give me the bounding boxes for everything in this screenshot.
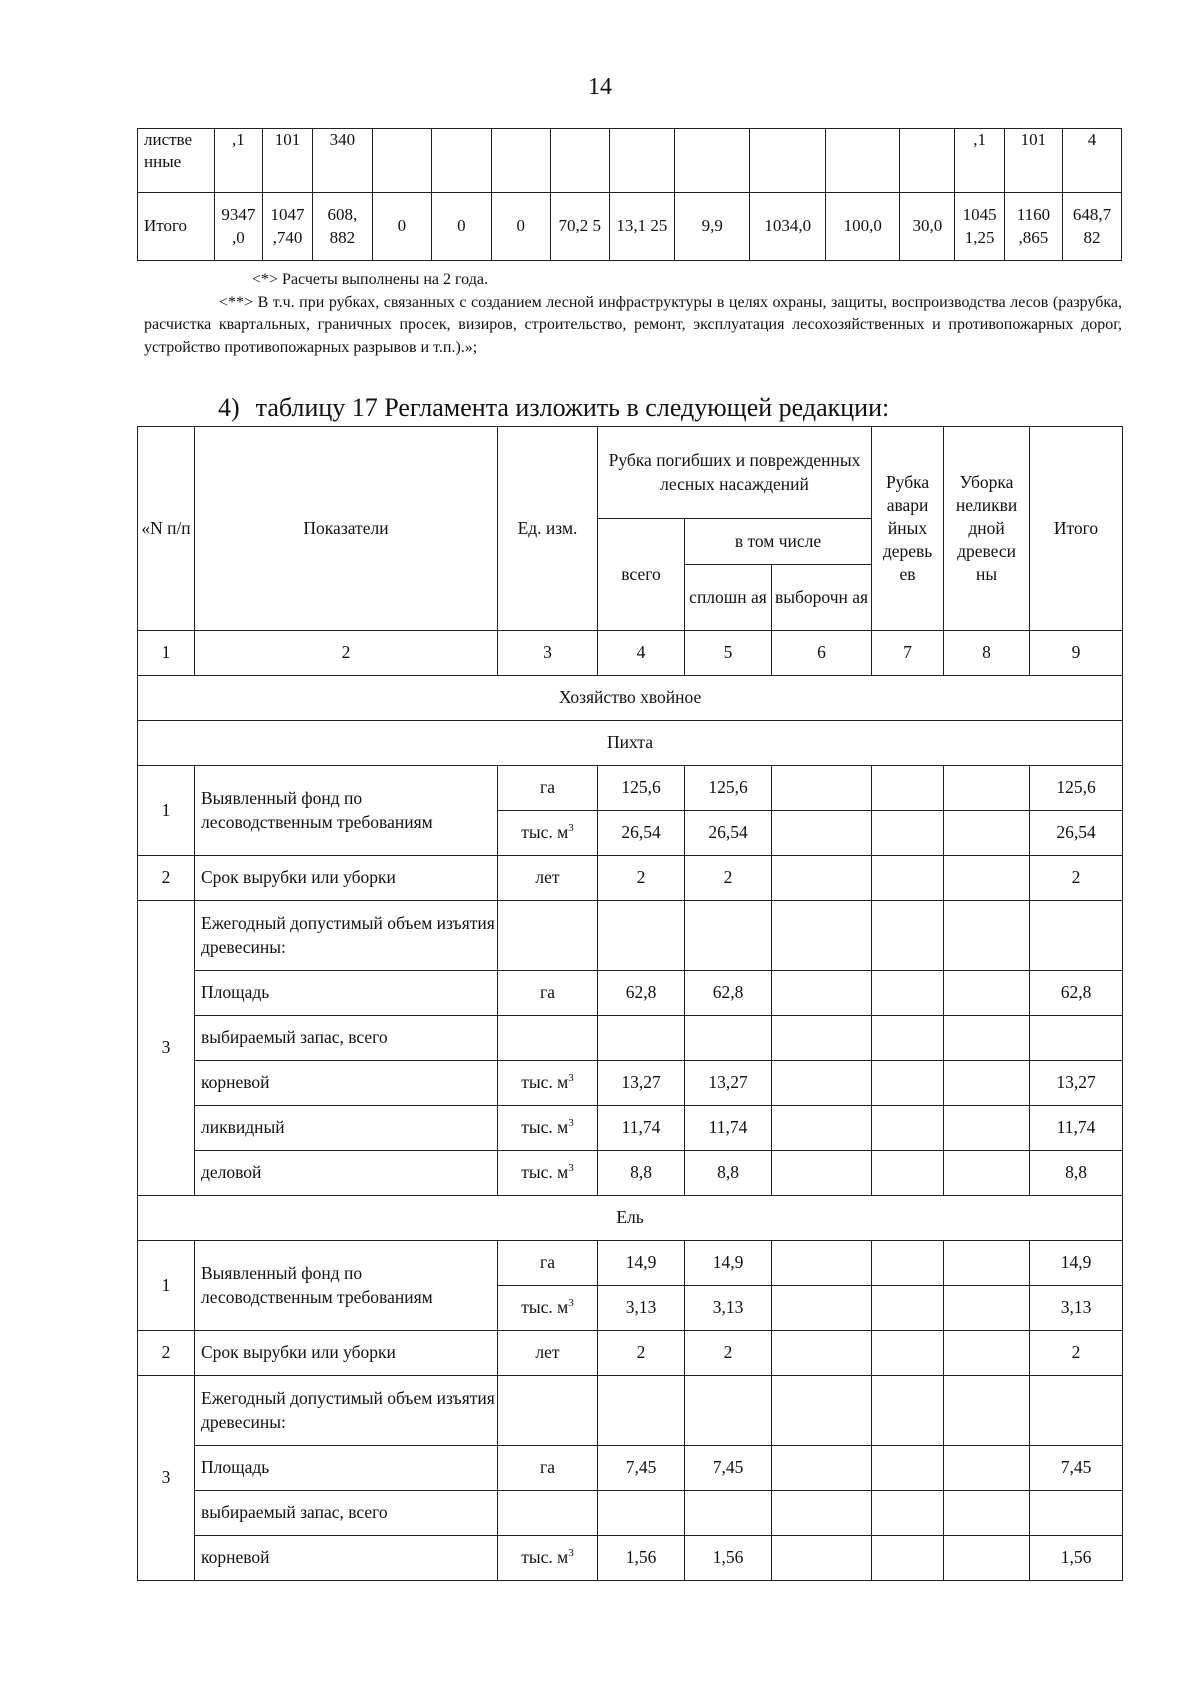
row-label: Площадь	[195, 971, 498, 1016]
header-total: Итого	[1030, 427, 1123, 631]
table-cell: 2	[1030, 856, 1123, 901]
species-row	[138, 721, 1123, 766]
table-cell	[872, 1061, 944, 1106]
table-row	[138, 1491, 1123, 1536]
row-label: Выявленный фонд по лесоводственным требованиям	[195, 1241, 498, 1331]
table-cell: 340	[312, 129, 372, 193]
unit-exponent: 3	[568, 1297, 574, 1310]
table-cell: 4	[1062, 129, 1121, 193]
table-cell	[772, 1491, 872, 1536]
unit-text: тыс. м	[521, 1547, 569, 1568]
continuation-table	[137, 128, 1122, 261]
column-number: 5	[685, 631, 772, 676]
row-label: Срок вырубки или уборки	[195, 1331, 498, 1376]
table-cell: 8,8	[1030, 1151, 1123, 1196]
table-cell: 13,27	[685, 1061, 772, 1106]
unit-cell	[498, 1536, 598, 1581]
table-cell: 8,8	[598, 1151, 685, 1196]
table-cell: 13,27	[598, 1061, 685, 1106]
unit-cell	[498, 1151, 598, 1196]
unit-cell: лет	[498, 1331, 598, 1376]
table-cell	[685, 901, 772, 971]
header-indicators: Показатели	[195, 427, 498, 631]
row-label: Итого	[138, 193, 215, 261]
unit-cell: га	[498, 971, 598, 1016]
table-row	[138, 1331, 1123, 1376]
table-row	[138, 1061, 1123, 1106]
table-cell: 7,45	[685, 1446, 772, 1491]
column-numbers-row	[138, 631, 1123, 676]
table-cell	[598, 901, 685, 971]
table-cell: 0	[372, 193, 431, 261]
row-num: 1	[138, 1241, 195, 1331]
table-cell	[872, 901, 944, 971]
table-cell	[872, 1286, 944, 1331]
header-row	[138, 427, 1123, 519]
unit-cell	[498, 1016, 598, 1061]
row-num: 2	[138, 856, 195, 901]
header-dead-stands: Рубка погибших и поврежденных лесных насаждений	[598, 427, 872, 519]
table-cell: 1045 1,25	[955, 193, 1005, 261]
row-label: листве нные	[138, 129, 215, 193]
table-cell	[825, 129, 899, 193]
unit-text: тыс. м	[521, 1072, 569, 1093]
header-clear: сплошн ая	[685, 565, 772, 631]
table-cell: 7,45	[598, 1446, 685, 1491]
table-cell	[772, 1061, 872, 1106]
table-cell	[772, 1016, 872, 1061]
table-cell	[598, 1376, 685, 1446]
unit-cell	[498, 811, 598, 856]
table-cell: ,1	[214, 129, 263, 193]
table-cell: 125,6	[685, 766, 772, 811]
table-cell	[872, 1536, 944, 1581]
table-row	[138, 901, 1123, 971]
table-cell	[685, 1376, 772, 1446]
table-row	[138, 971, 1123, 1016]
heading-text: таблицу 17 Регламента изложить в следующей редакции:	[255, 393, 890, 422]
table-cell: 1,56	[685, 1536, 772, 1581]
row-num: 3	[138, 901, 195, 1196]
table-cell	[944, 811, 1030, 856]
table-cell: 100,0	[825, 193, 899, 261]
row-num: 2	[138, 1331, 195, 1376]
table-cell: 26,54	[598, 811, 685, 856]
unit-exponent: 3	[568, 1072, 574, 1085]
row-label: Ежегодный допустимый объем изъятия древесины:	[195, 1376, 498, 1446]
column-number: 4	[598, 631, 685, 676]
section-title: Хозяйство хвойное	[138, 676, 1123, 721]
header-selective: выборочн ая	[772, 565, 872, 631]
table-cell	[944, 901, 1030, 971]
table-cell	[872, 1331, 944, 1376]
table-cell	[772, 811, 872, 856]
table-row	[138, 1151, 1123, 1196]
table-cell	[900, 129, 955, 193]
table-cell	[598, 1491, 685, 1536]
table-cell: 3,13	[598, 1286, 685, 1331]
column-number: 3	[498, 631, 598, 676]
table-cell	[944, 1331, 1030, 1376]
table-cell	[944, 1536, 1030, 1581]
unit-cell: лет	[498, 856, 598, 901]
table-cell: 13,27	[1030, 1061, 1123, 1106]
row-label: корневой	[195, 1536, 498, 1581]
table-cell: 2	[1030, 1331, 1123, 1376]
table-cell	[872, 1016, 944, 1061]
unit-text: тыс. м	[521, 1297, 569, 1318]
table-cell: 30,0	[900, 193, 955, 261]
table-cell	[772, 1286, 872, 1331]
row-num: 3	[138, 1376, 195, 1581]
unit-cell: га	[498, 766, 598, 811]
table-cell: 62,8	[1030, 971, 1123, 1016]
table-cell	[872, 766, 944, 811]
table-cell	[1030, 1016, 1123, 1061]
row-label: корневой	[195, 1061, 498, 1106]
table-cell: 648,7 82	[1062, 193, 1121, 261]
table-cell	[944, 1286, 1030, 1331]
table-cell: 26,54	[685, 811, 772, 856]
table-row	[138, 1106, 1123, 1151]
row-label: Ежегодный допустимый объем изъятия древесины:	[195, 901, 498, 971]
table-cell: 1047 ,740	[263, 193, 313, 261]
table-cell	[772, 856, 872, 901]
unit-cell	[498, 901, 598, 971]
column-number: 6	[772, 631, 872, 676]
table-cell: 70,2 5	[550, 193, 609, 261]
table-cell: 3,13	[685, 1286, 772, 1331]
footnotes	[144, 269, 1122, 360]
table-cell: 1034,0	[750, 193, 826, 261]
table-cell: ,1	[955, 129, 1005, 193]
table-cell	[872, 1491, 944, 1536]
table-row	[138, 1241, 1123, 1286]
table-cell	[491, 129, 550, 193]
row-label: Площадь	[195, 1446, 498, 1491]
unit-exponent: 3	[568, 1117, 574, 1130]
unit-cell	[498, 1061, 598, 1106]
species-title-spruce: Ель	[138, 1196, 1123, 1241]
table-cell	[772, 1536, 872, 1581]
table-cell	[944, 1061, 1030, 1106]
table-cell: 62,8	[685, 971, 772, 1016]
table-cell	[750, 129, 826, 193]
table-cell: 26,54	[1030, 811, 1123, 856]
table-row	[138, 1376, 1123, 1446]
row-label: Выявленный фонд по лесоводственным требованиям	[195, 766, 498, 856]
table-row	[138, 856, 1123, 901]
footnote-2: <**> В т.ч. при рубках, связанных с созданием лесной инфраструктуры в целях охраны, защиты, воспроизводства лесов (разрубка, расчистка квартальных, граничных просек, визиров, строительство, ремонт, эксплуатация лесохозяйственных и противопожарных дорог, устройство противопожарных разрывов и т.п.).»;	[144, 293, 1122, 357]
species-row	[138, 1196, 1123, 1241]
table-cell	[944, 1446, 1030, 1491]
column-number: 8	[944, 631, 1030, 676]
row-label: Срок вырубки или уборки	[195, 856, 498, 901]
header-total-sub: всего	[598, 519, 685, 631]
table-cell: 2	[685, 1331, 772, 1376]
table-cell	[772, 1376, 872, 1446]
header-including: в том числе	[685, 519, 872, 565]
table-cell	[772, 1446, 872, 1491]
table-cell	[944, 1491, 1030, 1536]
header-unit: Ед. изм.	[498, 427, 598, 631]
table-cell: 1,56	[1030, 1536, 1123, 1581]
row-label: выбираемый запас, всего	[195, 1491, 498, 1536]
table-cell	[944, 1106, 1030, 1151]
table-cell	[944, 766, 1030, 811]
unit-cell	[498, 1376, 598, 1446]
row-num: 1	[138, 766, 195, 856]
row-label: деловой	[195, 1151, 498, 1196]
table-cell: 1160 ,865	[1004, 193, 1062, 261]
unit-text: тыс. м	[521, 1162, 569, 1183]
table-cell	[685, 1016, 772, 1061]
table-cell	[431, 129, 491, 193]
header-emergency: Рубка авари йных деревь ев	[872, 427, 944, 631]
header-num: «N п/п	[138, 427, 195, 631]
table-cell	[772, 971, 872, 1016]
table-cell	[772, 1331, 872, 1376]
unit-cell: га	[498, 1446, 598, 1491]
table-cell	[944, 1151, 1030, 1196]
unit-exponent: 3	[568, 1162, 574, 1175]
table-cell: 8,8	[685, 1151, 772, 1196]
table-cell: 62,8	[598, 971, 685, 1016]
column-number: 7	[872, 631, 944, 676]
table-cell	[944, 856, 1030, 901]
row-label: ликвидный	[195, 1106, 498, 1151]
unit-text: тыс. м	[521, 1117, 569, 1138]
table-cell: 2	[598, 1331, 685, 1376]
table-cell	[944, 1241, 1030, 1286]
table-cell	[872, 1106, 944, 1151]
table-cell	[872, 1446, 944, 1491]
table-cell	[872, 1376, 944, 1446]
table-cell: 125,6	[598, 766, 685, 811]
table-cell: 11,74	[685, 1106, 772, 1151]
table-cell	[372, 129, 431, 193]
table-cell: 101	[263, 129, 313, 193]
table-cell	[674, 129, 750, 193]
table-cell: 11,74	[598, 1106, 685, 1151]
table-cell: 2	[598, 856, 685, 901]
table-cell: 9347 ,0	[214, 193, 263, 261]
table-cell: 9,9	[674, 193, 750, 261]
table-cell	[944, 1376, 1030, 1446]
table-cell	[772, 1106, 872, 1151]
table-cell: 1,56	[598, 1536, 685, 1581]
table-cell	[1030, 1376, 1123, 1446]
table-row	[138, 1016, 1123, 1061]
table-cell	[598, 1016, 685, 1061]
table-cell	[944, 971, 1030, 1016]
species-title-fir: Пихта	[138, 721, 1123, 766]
table-cell	[772, 901, 872, 971]
table-17	[137, 426, 1123, 1581]
table-cell: 101	[1004, 129, 1062, 193]
table-cell	[872, 856, 944, 901]
table-cell	[944, 1016, 1030, 1061]
table-cell	[1030, 901, 1123, 971]
footnote-1: <*> Расчеты выполнены на 2 года.	[252, 271, 488, 288]
table-cell: 11,74	[1030, 1106, 1123, 1151]
table-cell	[550, 129, 609, 193]
table-cell: 0	[431, 193, 491, 261]
table-cell: 2	[685, 856, 772, 901]
table-cell	[772, 766, 872, 811]
table-row	[138, 1446, 1123, 1491]
table-cell	[772, 1151, 872, 1196]
table-cell: 14,9	[1030, 1241, 1123, 1286]
header-cleanup: Уборка неликви дной древеси ны	[944, 427, 1030, 631]
table-cell: 3,13	[1030, 1286, 1123, 1331]
table-cell: 0	[491, 193, 550, 261]
table-cell: 13,1 25	[609, 193, 674, 261]
section-row	[138, 676, 1123, 721]
row-label: выбираемый запас, всего	[195, 1016, 498, 1061]
table-row	[138, 766, 1123, 811]
table-cell	[609, 129, 674, 193]
table-cell	[872, 1151, 944, 1196]
column-number: 2	[195, 631, 498, 676]
table-cell	[872, 811, 944, 856]
table-cell	[772, 1241, 872, 1286]
unit-cell	[498, 1491, 598, 1536]
heading-number: 4)	[218, 393, 240, 422]
table-cell: 7,45	[1030, 1446, 1123, 1491]
unit-cell	[498, 1106, 598, 1151]
column-number: 1	[138, 631, 195, 676]
table-row	[138, 193, 1122, 261]
section-heading	[218, 393, 889, 423]
table-cell	[872, 971, 944, 1016]
table-cell: 14,9	[685, 1241, 772, 1286]
table-row	[138, 129, 1122, 193]
unit-text: тыс. м	[521, 822, 569, 843]
unit-exponent: 3	[568, 1547, 574, 1560]
table-cell: 608, 882	[312, 193, 372, 261]
table-cell: 14,9	[598, 1241, 685, 1286]
page-number: 14	[588, 74, 612, 100]
unit-cell: га	[498, 1241, 598, 1286]
table-cell	[685, 1491, 772, 1536]
unit-exponent: 3	[568, 822, 574, 835]
table-row	[138, 1536, 1123, 1581]
table-cell	[872, 1241, 944, 1286]
unit-cell	[498, 1286, 598, 1331]
table-cell: 125,6	[1030, 766, 1123, 811]
table-cell	[1030, 1491, 1123, 1536]
column-number: 9	[1030, 631, 1123, 676]
